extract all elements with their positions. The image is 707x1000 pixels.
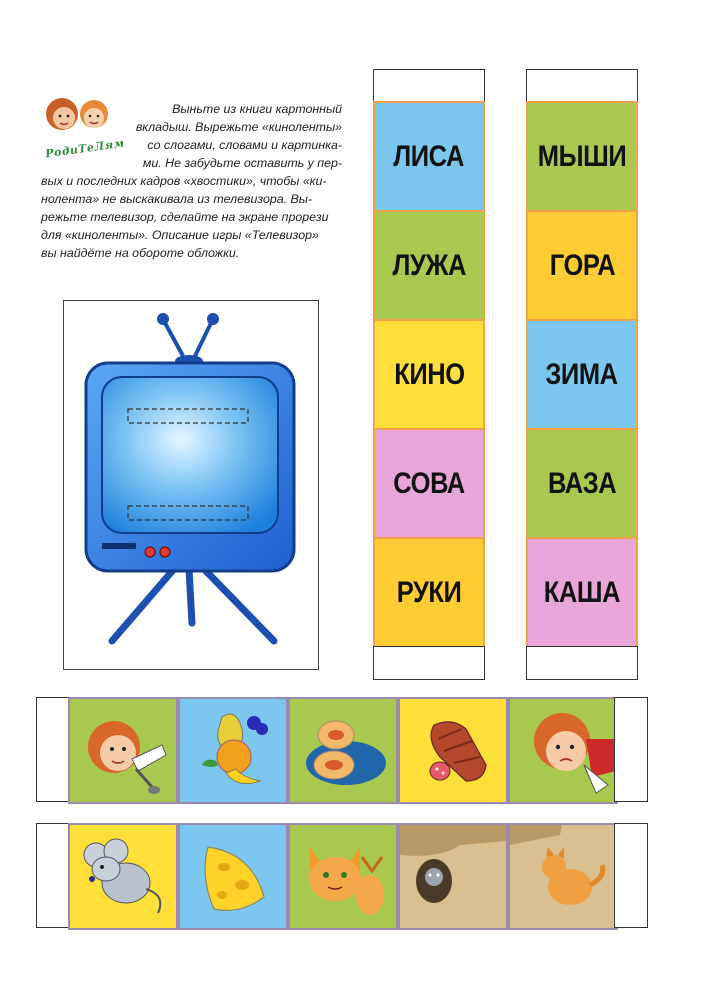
strip-tail: [373, 69, 485, 103]
strip-tail: [526, 69, 638, 103]
fruit-icon: [178, 697, 288, 804]
word-label: МЫШИ: [537, 139, 627, 173]
word-cell: [526, 210, 638, 321]
strip-tail: [373, 646, 485, 680]
strip-tail: [36, 823, 70, 928]
word-cell: [373, 101, 485, 212]
word-cell: [526, 428, 638, 539]
word-label: СОВА: [393, 466, 465, 500]
instruction-line: нолента» не выскакивала из телевизора. Вы-: [41, 192, 313, 206]
word-strip-left: [373, 69, 485, 680]
girl-with-spoon-icon: [68, 697, 178, 804]
word-label: КАША: [543, 575, 621, 609]
word-label: РУКИ: [396, 575, 462, 609]
cat-icon: [288, 823, 398, 930]
instruction-line: вых и последних кадров «хвостики», чтобы «ки-: [41, 174, 327, 188]
porridge-plate-icon: [288, 697, 398, 804]
word-cell: [373, 319, 485, 430]
girl-icon: [508, 697, 618, 804]
word-label: ЛУЖА: [392, 248, 466, 282]
word-cell: [526, 101, 638, 212]
word-label: ГОРА: [549, 248, 615, 282]
strip-tail: [526, 646, 638, 680]
tv-cutout-frame: [63, 300, 319, 670]
word-cell: [373, 537, 485, 648]
instruction-line: вкладыш. Вырежьте «киноленты»: [135, 120, 342, 134]
instruction-line: вы найдёте на обороте обложки.: [41, 246, 240, 260]
word-label: ЛИСА: [393, 139, 465, 173]
sausage-icon: [398, 697, 508, 804]
mouse-icon: [68, 823, 178, 930]
instruction-line: Выньте из книги картонный: [172, 102, 342, 116]
word-label: ВАЗА: [547, 466, 617, 500]
television-icon: [64, 301, 318, 669]
instruction-line: ми. Не забудьте оставить у пер-: [142, 156, 342, 170]
instruction-line: режьте телевизор, сделайте на экране прорези: [41, 210, 329, 224]
instruction-line: со слогами, словами и картинка-: [147, 138, 342, 152]
word-cell: [373, 210, 485, 321]
word-label: ЗИМА: [545, 357, 619, 391]
word-cell: [526, 319, 638, 430]
logo-label: РодиТеЛям: [44, 136, 126, 161]
word-strip-right: [526, 69, 638, 680]
picture-strip-top: [36, 697, 647, 802]
instruction-line: для «киноленты». Описание игры «Телевизор»: [41, 228, 319, 242]
strip-tail: [36, 697, 70, 802]
mouse-in-hole-icon: [398, 823, 508, 930]
word-label: КИНО: [393, 357, 465, 391]
cat-at-hole-icon: [508, 823, 618, 930]
strip-tail: [614, 823, 648, 928]
cheese-icon: [178, 823, 288, 930]
picture-strip-bottom: [36, 823, 647, 928]
word-cell: [526, 537, 638, 648]
strip-tail: [614, 697, 648, 802]
word-cell: [373, 428, 485, 539]
